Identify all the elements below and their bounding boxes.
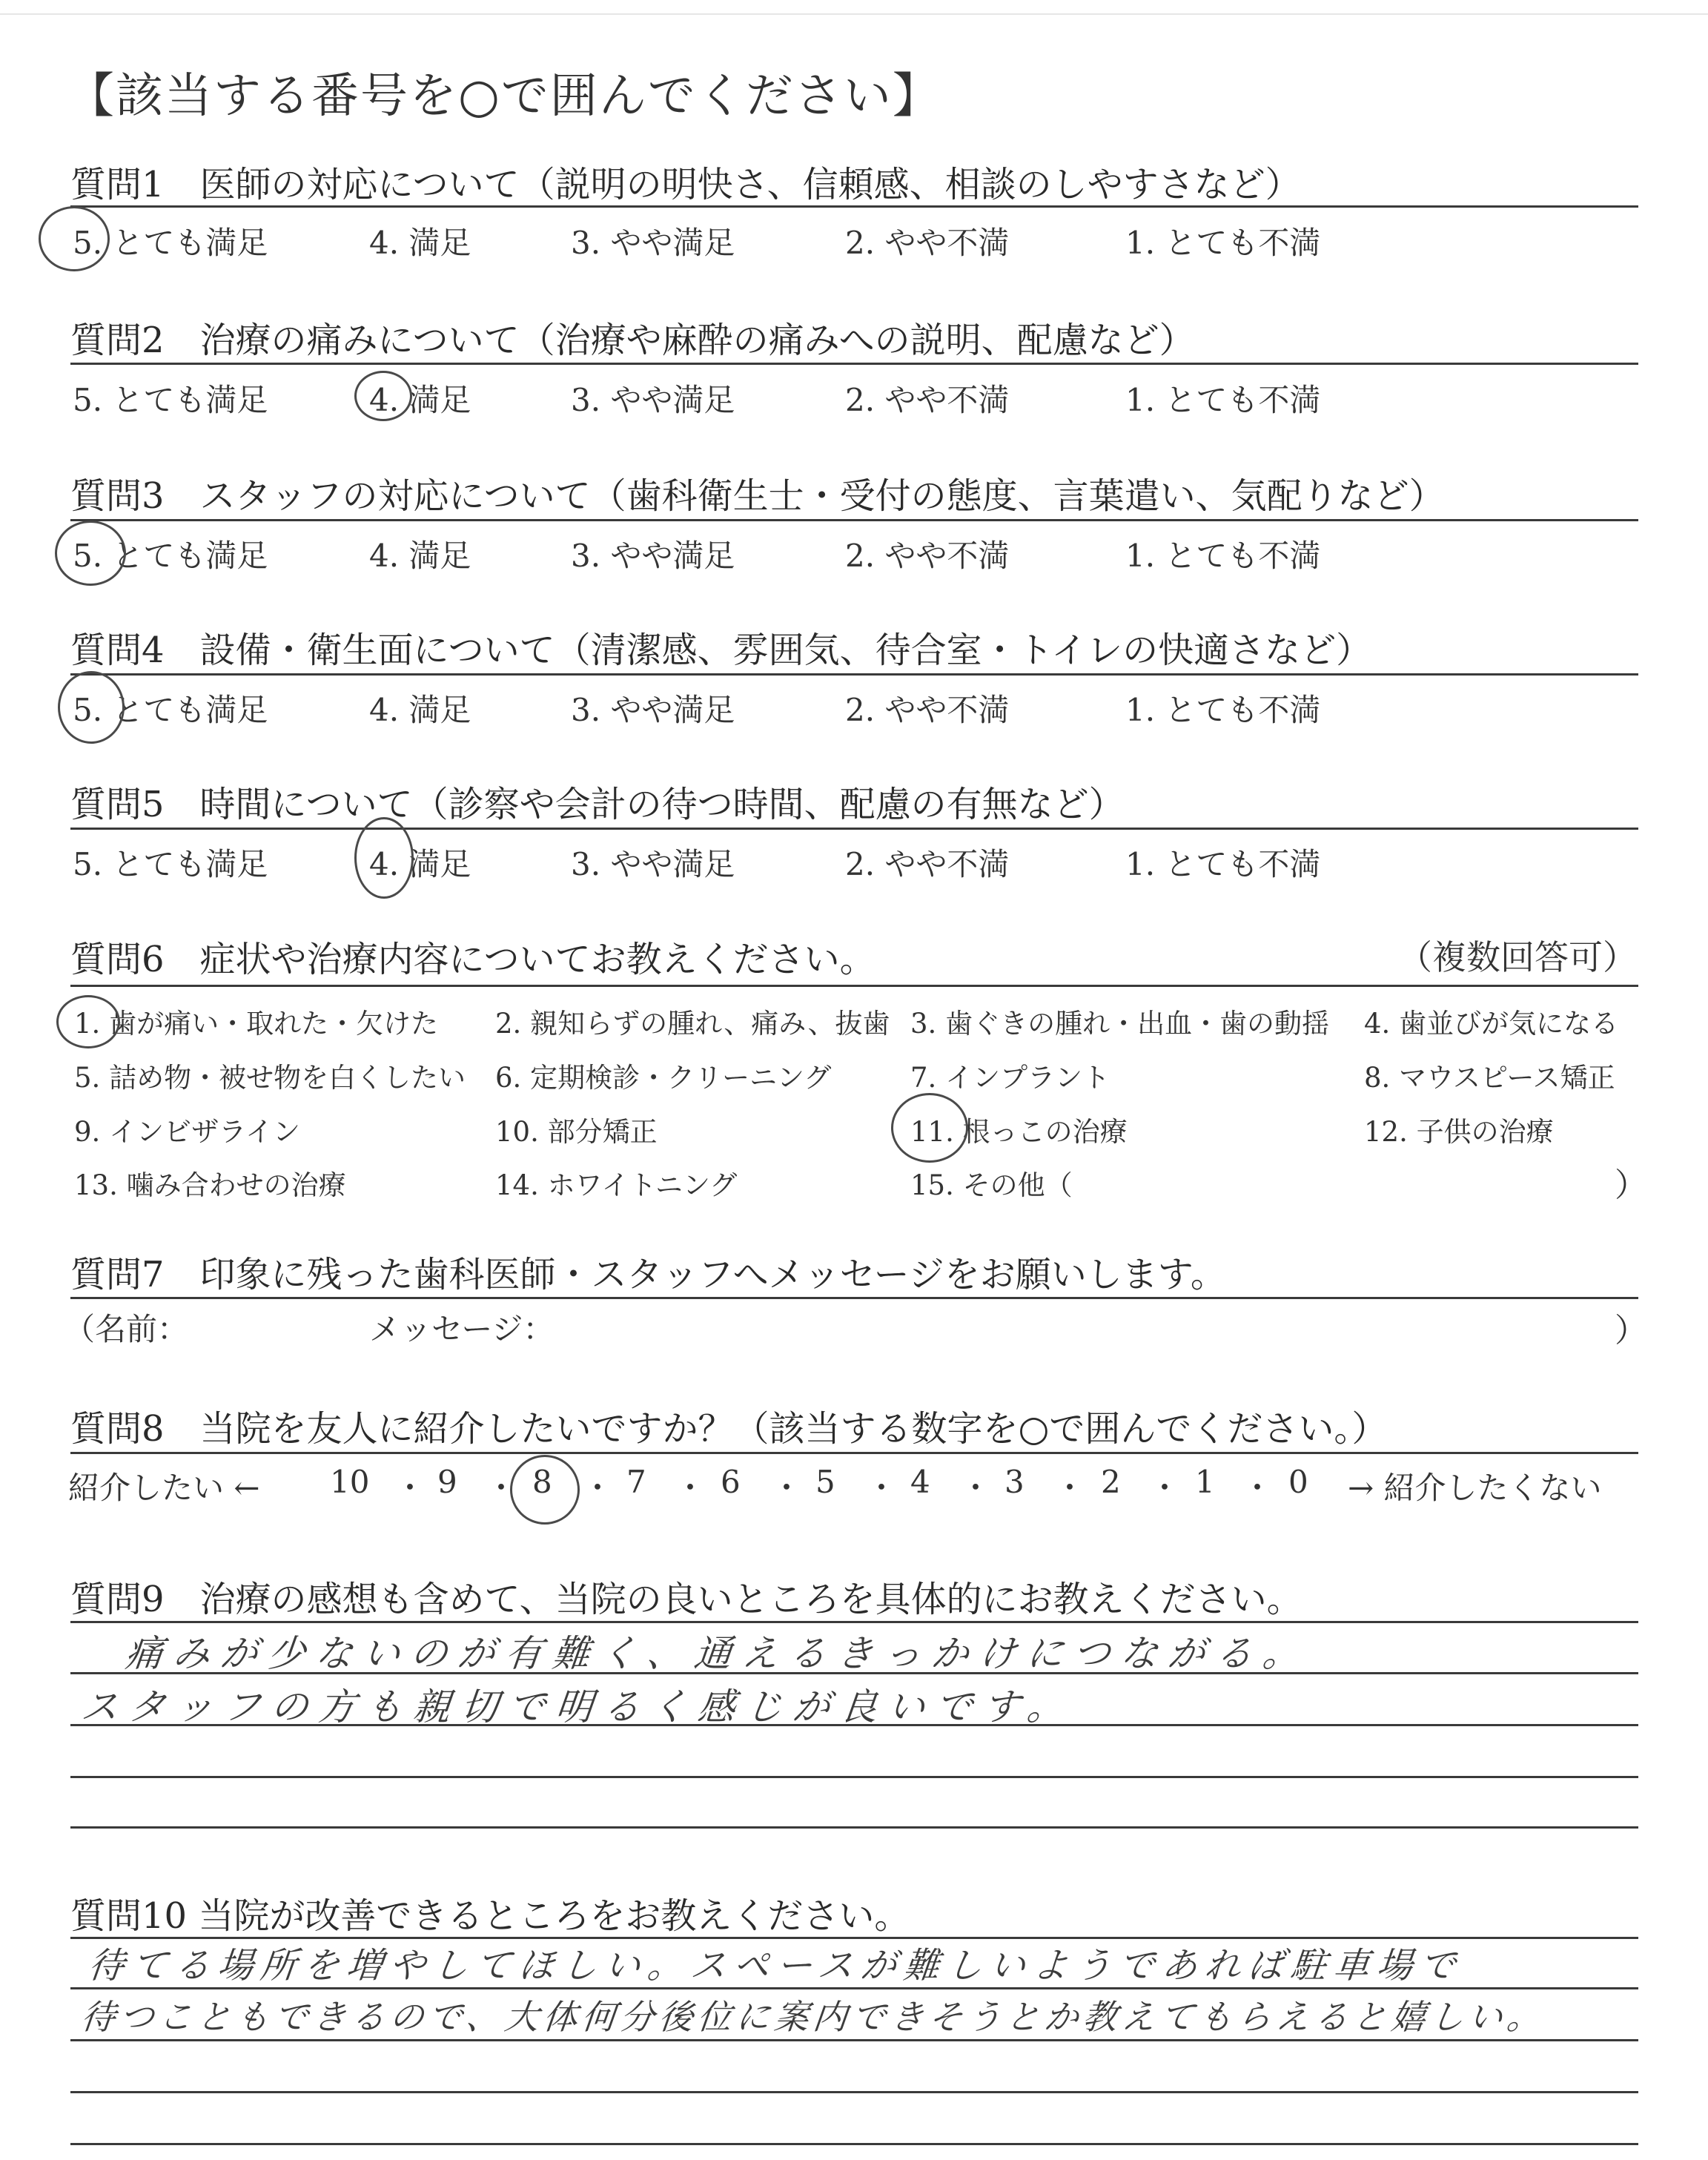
q6-option-13[interactable]: 13. 噛み合わせの治療: [74, 1169, 346, 1201]
q1-option-5[interactable]: 5. とても満足: [73, 225, 268, 261]
q8-scale-2[interactable]: 2: [1101, 1464, 1121, 1500]
q6-option-10[interactable]: 10. 部分矯正: [495, 1116, 658, 1148]
q6-option-6[interactable]: 6. 定期検診・クリーニング: [495, 1062, 832, 1094]
question-6-rule: [70, 985, 1638, 987]
q8-scale-8[interactable]: 8: [532, 1464, 552, 1500]
q1-option-3[interactable]: 3. やや満足: [571, 225, 735, 261]
instruction-header: 【該当する番号を○で囲んでください】: [67, 69, 941, 124]
q8-scale-4[interactable]: 4: [910, 1464, 930, 1500]
question-3-rule: [70, 519, 1638, 521]
q2-selection-circle: [354, 371, 412, 421]
q6-selection-circle-1: [56, 995, 120, 1048]
q8-scale-3[interactable]: 3: [1004, 1464, 1025, 1500]
q6-option-2[interactable]: 2. 親知らずの腫れ、痛み、抜歯: [495, 1008, 890, 1040]
question-8-rule: [70, 1452, 1638, 1454]
q9-answer-line-2: スタッフの方も親切で明るく感じが良いです。: [79, 1685, 1077, 1728]
q6-option-3[interactable]: 3. 歯ぐきの腫れ・出血・歯の動揺: [910, 1008, 1330, 1040]
q8-scale-sep: ・: [1149, 1470, 1181, 1506]
q4-option-1[interactable]: 1. とても不満: [1125, 692, 1321, 728]
question-6-note: （複数回答可）: [1398, 937, 1637, 977]
q8-scale-sep: ・: [675, 1470, 706, 1506]
q1-option-4[interactable]: 4. 満足: [369, 225, 471, 261]
question-2-title: 質問2 治療の痛みについて（治療や麻酔の痛みへの説明、配慮など）: [70, 320, 1195, 361]
q1-option-1[interactable]: 1. とても不満: [1125, 225, 1321, 261]
q3-option-1[interactable]: 1. とても不満: [1125, 538, 1321, 574]
q8-scale-7[interactable]: 7: [626, 1464, 646, 1500]
q2-option-4[interactable]: 4. 満足: [369, 382, 471, 418]
q2-option-5[interactable]: 5. とても満足: [73, 382, 268, 418]
q5-option-4[interactable]: 4. 満足: [369, 846, 471, 882]
q5-option-3[interactable]: 3. やや満足: [571, 846, 735, 882]
q6-option-5[interactable]: 5. 詰め物・被せ物を白くしたい: [74, 1062, 466, 1094]
question-8-title: 質問8 当院を友人に紹介したいですか？（該当する数字を○で囲んでください。）: [70, 1408, 1388, 1450]
question-1-title: 質問1 医師の対応について（説明の明快さ、信頼感、相談のしやすさなど）: [70, 164, 1301, 205]
q9-writing-line-4: [70, 1776, 1638, 1778]
q3-option-4[interactable]: 4. 満足: [369, 538, 471, 574]
q3-option-2[interactable]: 2. やや不満: [845, 538, 1010, 574]
q6-option-9[interactable]: 9. インビザライン: [74, 1116, 300, 1148]
q6-option-7[interactable]: 7. インプラント: [910, 1062, 1110, 1094]
q8-scale-sep: ・: [771, 1470, 803, 1506]
question-5-title: 質問5 時間について（診察や会計の待つ時間、配慮の有無など）: [70, 784, 1125, 825]
q4-option-3[interactable]: 3. やや満足: [571, 692, 735, 728]
q8-selection-circle: [510, 1455, 580, 1525]
question-1-rule: [70, 205, 1638, 208]
q10-writing-line-3: [70, 2039, 1638, 2041]
q8-right-label: → 紹介したくない: [1348, 1470, 1602, 1506]
q4-option-2[interactable]: 2. やや不満: [845, 692, 1010, 728]
q2-option-1[interactable]: 1. とても不満: [1125, 382, 1321, 418]
q6-other-close-paren: ）: [1615, 1166, 1647, 1204]
q8-scale-6[interactable]: 6: [721, 1464, 741, 1500]
q4-option-5[interactable]: 5. とても満足: [73, 692, 268, 728]
question-9-title: 質問9 治療の感想も含めて、当院の良いところを具体的にお教えください。: [70, 1579, 1302, 1620]
q8-scale-sep: ・: [866, 1470, 898, 1506]
q6-option-4[interactable]: 4. 歯並びが気になる: [1364, 1008, 1619, 1040]
question-3-title: 質問3 スタッフの対応について（歯科衛生士・受付の態度、言葉遣い、気配りなど）: [70, 475, 1445, 517]
q8-scale-1[interactable]: 1: [1195, 1464, 1215, 1500]
question-4-title: 質問4 設備・衛生面について（清潔感、雰囲気、待合室・トイレの快適さなど）: [70, 630, 1372, 671]
q5-option-2[interactable]: 2. やや不満: [845, 846, 1010, 882]
q2-option-3[interactable]: 3. やや満足: [571, 382, 735, 418]
q1-selection-circle: [39, 206, 110, 271]
q10-writing-line-5: [70, 2143, 1638, 2145]
question-2-rule: [70, 363, 1638, 365]
q8-left-label: 紹介したい ←: [68, 1470, 260, 1506]
q8-scale-sep: ・: [1054, 1470, 1086, 1506]
question-10-title: 質問10 当院が改善できるところをお教えください。: [70, 1895, 910, 1937]
q5-selection-circle: [354, 817, 414, 899]
q7-message-label: メッセージ：: [369, 1311, 555, 1347]
q5-option-5[interactable]: 5. とても満足: [73, 846, 268, 882]
q6-option-15[interactable]: 15. その他（: [910, 1169, 1073, 1201]
question-6-title: 質問6 症状や治療内容についてお教えください。: [70, 939, 875, 980]
page-top-border: [0, 13, 1708, 15]
q8-scale-0[interactable]: 0: [1288, 1464, 1308, 1500]
q6-option-14[interactable]: 14. ホワイトニング: [495, 1169, 738, 1201]
q5-option-1[interactable]: 1. とても不満: [1125, 846, 1321, 882]
q9-writing-line-1: [70, 1621, 1638, 1623]
q8-scale-sep: ・: [582, 1470, 614, 1506]
q8-scale-10[interactable]: 10: [330, 1464, 370, 1500]
q6-option-11[interactable]: 11. 根っこの治療: [910, 1116, 1128, 1148]
q6-selection-circle-11: [891, 1093, 968, 1163]
q7-name-label: （名前：: [64, 1311, 189, 1347]
question-7-rule: [70, 1297, 1638, 1299]
q9-answer-line-1: 痛みが少ないのが有難く、通えるきっかけにつながる。: [123, 1632, 1313, 1675]
q10-answer-line-2: 待つこともできるので、大体何分後位に案内できそうとか教えてもらえると嬉しい。: [79, 1997, 1548, 2037]
q3-option-5[interactable]: 5. とても満足: [73, 538, 268, 574]
q1-option-2[interactable]: 2. やや不満: [845, 225, 1010, 261]
q8-scale-sep: ・: [960, 1470, 992, 1506]
q3-option-3[interactable]: 3. やや満足: [571, 538, 735, 574]
q2-option-2[interactable]: 2. やや不満: [845, 382, 1010, 418]
q10-answer-line-1: 待てる場所を増やしてほしい。スペースが難しいようであれば駐車場で: [86, 1945, 1466, 1986]
question-4-rule: [70, 673, 1638, 676]
q4-option-4[interactable]: 4. 満足: [369, 692, 471, 728]
q7-close-paren: ）: [1615, 1312, 1647, 1350]
q6-option-1[interactable]: 1. 歯が痛い・取れた・欠けた: [74, 1008, 439, 1040]
q8-scale-sep: ・: [1242, 1470, 1274, 1506]
q3-selection-circle: [55, 521, 126, 586]
q8-scale-9[interactable]: 9: [437, 1464, 457, 1500]
q6-option-8[interactable]: 8. マウスピース矯正: [1364, 1062, 1615, 1094]
q4-selection-circle: [58, 671, 125, 744]
q6-option-12[interactable]: 12. 子供の治療: [1364, 1116, 1554, 1148]
question-5-rule: [70, 828, 1638, 830]
q8-scale-5[interactable]: 5: [815, 1464, 835, 1500]
question-7-title: 質問7 印象に残った歯科医師・スタッフへメッセージをお願いします。: [70, 1254, 1226, 1295]
q10-writing-line-4: [70, 2091, 1638, 2093]
q9-writing-line-5: [70, 1826, 1638, 1829]
q8-scale-sep: ・: [394, 1470, 426, 1506]
q8-scale-sep: ・: [486, 1470, 517, 1506]
